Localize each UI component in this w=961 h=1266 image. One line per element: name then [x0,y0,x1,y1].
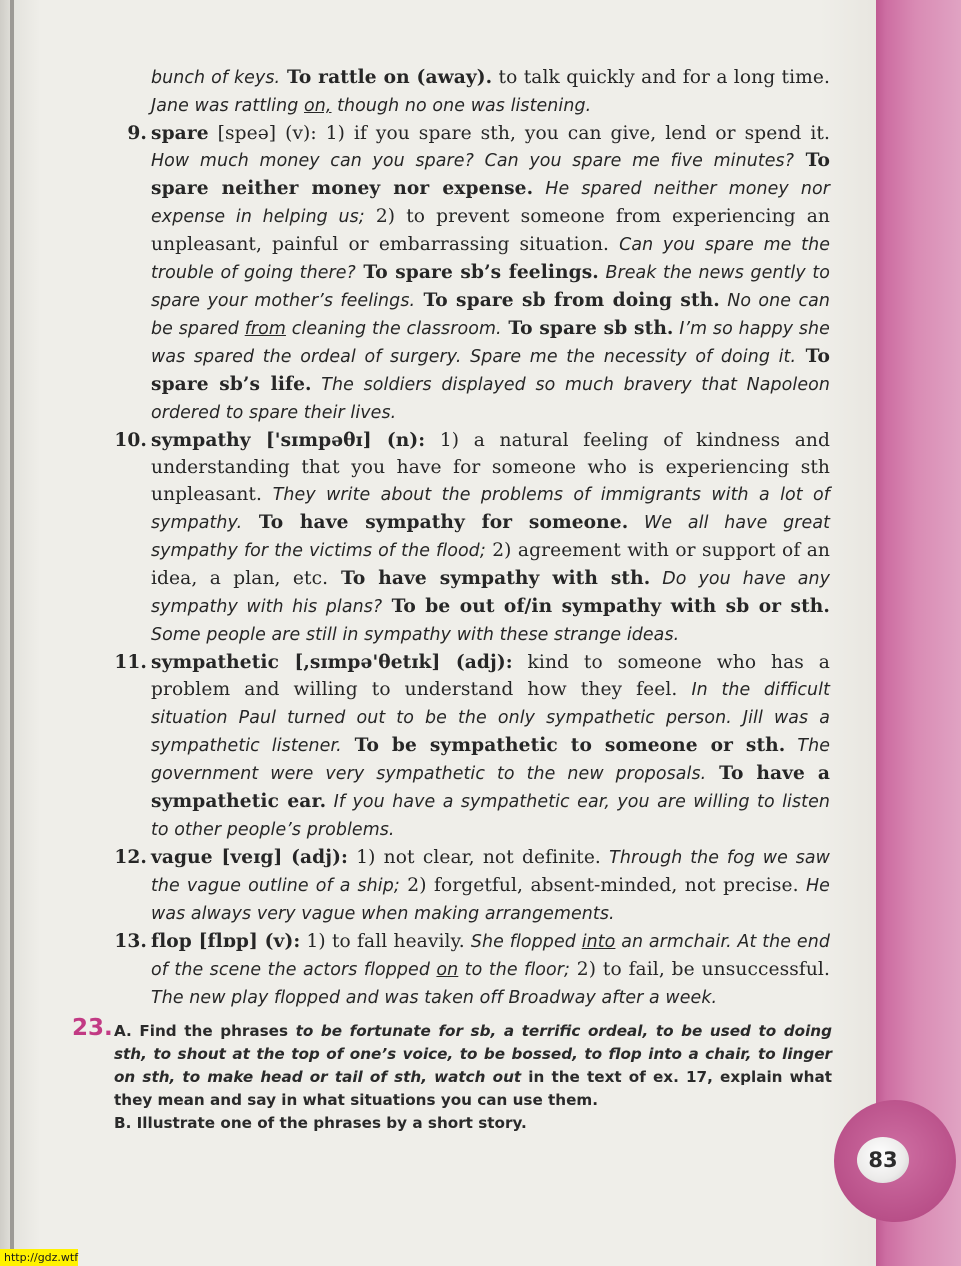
entry-13-flop: 13. flop [flɒp] (v): 1) to fall heavily. She flopped into an armchair. At the end of the scene the actors flopped on to the floor; 2) to fail, be unsuccessful. The new play flopped and was taken off Broadway after a week. [114,928,830,1012]
headword: vague [151,847,213,868]
binding-gutter [10,0,14,1266]
entry-number: 13. [114,931,147,952]
vocabulary-list [114,64,830,1012]
entry-number: 9. [127,123,147,144]
entry-9-spare: 9. spare [speə] (v): 1) if you spare sth, you can give, lend or spend it. How much money can you spare? Can you spare me five minutes? To spare neither money nor expense. He spared neither money nor expense in helping us; 2) to prevent someone from experiencing an unpleasant, painful or embarrassing situation. Can you spare me the trouble of going there? To spare sb’s feelings. Break the news gently to spare your mother’s feelings. To spare sb from doing sth. No one can be spared from cleaning the classroom. To spare sb sth. I’m so happy she was spared the ordeal of surgery. Spare me the necessity of doing it. To spare sb’s life. The soldiers displayed so much bravery that Napoleon ordered to spare their lives. [114,120,830,427]
entry-number: 11. [114,652,147,673]
headword: spare [151,123,209,144]
entry-11-sympathetic: 11. sympathetic [,sɪmpə'θetɪk] (adj): kind to someone who has a problem and willing to understand how they feel. In the difficult situation Paul turned out to be the only sympathetic person. Jill was a sympathetic listener. To be sympathetic to someone or sth. The government were very sympathetic to the new proposals. To have a sympathetic ear. If you have a sympathetic ear, you are willing to listen to other people’s problems. [114,649,830,844]
exercise-task-b: B. Illustrate one of the phrases by a short story. [114,1114,527,1132]
exercise-23 [72,1015,832,1135]
watermark-link[interactable]: http://gdz.wtf [0,1249,78,1266]
entry-10-sympathy: 10. sympathy ['sɪmpəθɪ] (n): 1) a natural feeling of kindness and understanding that you have for someone who is experiencing sth unpleasant. They write about the problems of immigrants with a lot of sympathy. To have sympathy for someone. We all have great sympathy for the victims of the flood; 2) agreement with or support of an idea, a plan, etc. To have sympathy with sth. Do you have any sympathy with his plans? To be out of/in sympathy with sb or sth. Some people are still in sympathy with these strange ideas. [114,427,830,649]
headword: flop [151,931,192,952]
entry-number: 10. [114,430,147,451]
headword: sympathetic [151,652,280,673]
entry-12-vague: 12. vague [veɪg] (adj): 1) not clear, not definite. Through the fog we saw the vague outline of a ship; 2) forgetful, absent-minded, not precise. He was always very vague when making arrangements. [114,844,830,928]
headword: sympathy [151,430,251,451]
entry-number: 12. [114,847,147,868]
page-number: 83 [857,1137,909,1183]
entry-8-continuation: bunch of keys. To rattle on (away). to talk quickly and for a long time. Jane was rattling on, though no one was listening. [151,67,830,116]
side-color-band [876,0,961,1266]
exercise-number: 23. [72,1015,113,1041]
exercise-task-a: A. Find the phrases to be fortunate for sb, a terrific ordeal, to be used to doing sth, to shout at the top of one’s voice, to be bossed, to flop into a chair, to linger on sth, to make head or tail of sth, watch out in the text of ex. 17, explain what they mean and say in what situations you can use them. [114,1022,832,1109]
